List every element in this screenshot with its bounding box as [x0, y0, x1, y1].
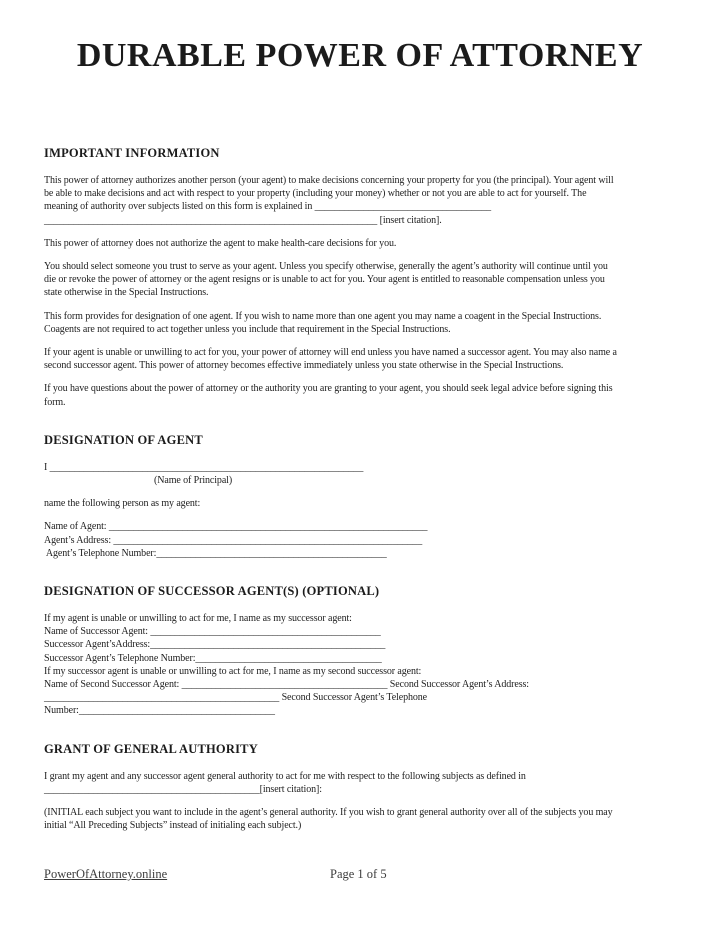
text-line: Agent’s Address: _______________________________________________________________ [44, 534, 423, 546]
text-line: This form provides for designation of one agent. If you wish to name more than one agent you may name a coagent in the Special Instructions. [44, 310, 602, 322]
text-line: I ________________________________________________________________ [44, 461, 364, 473]
text-line: initial “All Preceding Subjects” instead of initialing each subject.) [44, 820, 302, 832]
principal-name-field [44, 461, 676, 487]
section-heading: IMPORTANT INFORMATION [44, 146, 220, 160]
text-line: If you have questions about the power of attorney or the authority you are granting to your agent, you should seek legal advice before signing this [44, 383, 613, 395]
text-line: Successor Agent’s Telephone Number:______________________________________ [44, 652, 382, 664]
paragraph [44, 310, 676, 336]
document-title: DURABLE POWER OF ATTORNEY [76, 37, 644, 74]
section-heading: DESIGNATION OF SUCCESSOR AGENT(S) (OPTIONAL) [44, 584, 380, 599]
section-heading: DESIGNATION OF AGENT [44, 432, 203, 447]
text-line: ____________________________________________________________________ [insert citation]. [44, 214, 442, 226]
text-line: ____________________________________________[insert citation]: [44, 783, 322, 795]
paragraph [44, 770, 676, 796]
section-heading: GRANT OF GENERAL AUTHORITY [44, 741, 258, 756]
text-line: Coagents are not required to act together unless you include that requirement in the Special Instructions. [44, 323, 451, 335]
text-line: form. [44, 396, 66, 408]
paragraph [44, 346, 676, 372]
text-line: be able to make decisions and act with respect to your property (including your money) whether or not you are able to act for yourself. The [44, 188, 587, 200]
text-line: This power of attorney does not authorize the agent to make health-care decisions for you. [44, 237, 397, 249]
page-footer [44, 867, 676, 882]
text-line: If my successor agent is unable or unwilling to act for me, I name as my second successor agent: [44, 665, 422, 677]
paragraph [44, 260, 676, 300]
document-body [0, 146, 720, 833]
text-line: I grant my agent and any successor agent general authority to act for me with respect to the following subjects as defined in [44, 770, 526, 782]
paragraph [44, 497, 676, 510]
text-line: ________________________________________________ Second Successor Agent’s Telephone [44, 692, 428, 704]
text-line: Agent’s Telephone Number:_______________________________________________ [44, 547, 387, 559]
text-line: Successor Agent’sAddress:________________________________________________ [44, 639, 386, 651]
text-line: If my agent is unable or unwilling to act for me, I name as my successor agent: [44, 613, 352, 625]
paragraph [44, 174, 676, 227]
text-line: (INITIAL each subject you want to include in the agent’s general authority. If you wish to grant general authority over all of the subjects you may [44, 807, 613, 819]
text-line: Name of Second Successor Agent: __________________________________________ Second Successor Agent’s Address: [44, 679, 529, 691]
agent-fields [44, 520, 676, 560]
paragraph [44, 806, 676, 832]
footer-site-link[interactable]: PowerOfAttorney.online [44, 867, 168, 881]
text-line: name the following person as my agent: [44, 498, 201, 510]
text-line: Number:________________________________________ [44, 705, 275, 717]
name-of-principal-caption: (Name of Principal) [154, 475, 233, 487]
text-line: meaning of authority over subjects listed on this form is explained in ____________________________________ [44, 201, 492, 213]
text-line: Name of Successor Agent: _______________________________________________ [44, 626, 381, 638]
paragraph [44, 237, 676, 250]
paragraph [44, 382, 676, 408]
text-line: Name of Agent: _________________________________________________________________ [44, 521, 428, 533]
successor-agent-fields [44, 612, 676, 718]
text-line: You should select someone you trust to serve as your agent. Unless you specify otherwise, generally the agent’s authority will continue until you [44, 261, 608, 273]
text-line: state otherwise in the Special Instructions. [44, 287, 209, 299]
text-line: This power of attorney authorizes another person (your agent) to make decisions concerning your property for you (the principal). Your agent will [44, 175, 614, 186]
text-line: second successor agent. This power of attorney becomes effective immediately unless you state otherwise in the Special Instructions. [44, 360, 564, 372]
page-number-indicator: Page 1 of 5 [330, 867, 387, 881]
text-line: die or revoke the power of attorney or the agent resigns or is unable to act for you. Your agent is entitled to reasonable compensation unless you [44, 274, 605, 286]
text-line: If your agent is unable or unwilling to act for you, your power of attorney will end unless you have named a successor agent. You may also name a [44, 347, 617, 359]
